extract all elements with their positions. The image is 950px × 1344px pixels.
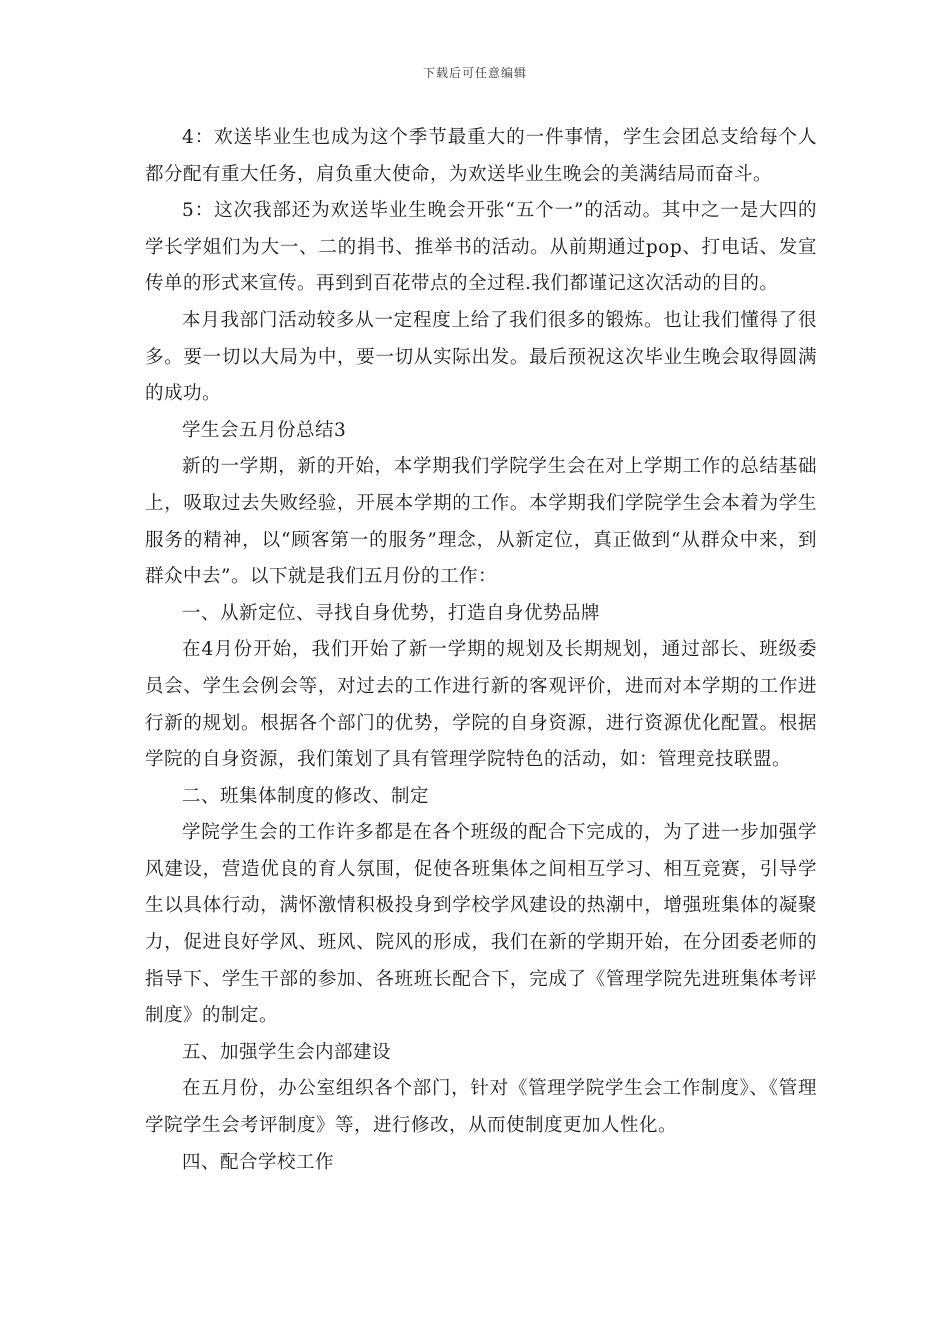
heading-school-cooperation: 四、配合学校工作 [182, 1151, 335, 1173]
paragraph-intro: 新的一学期，新的开始，本学期我们学院学生会在对上学期工作的总结基础上，吸取过去失败经验，开展本学期的工作。本学期我们学院学生会本着为学生服务的精神，以“顾客第一的服务”理念，从新定位，真正做到“从群众中来，到群众中去”。以下就是我们五月份的工作： [145, 456, 817, 588]
page-header-note: 下载后可任意编辑 [422, 66, 527, 80]
document-body [145, 120, 817, 1181]
paragraph-internal-building: 在五月份，办公室组织各个部门，针对《管理学院学生会工作制度》、《管理学院学生会考评制度》等，进行修改，从而使制度更加人性化。 [145, 1078, 817, 1137]
heading-class-system: 二、班集体制度的修改、制定 [182, 785, 430, 807]
paragraph-planning: 在4月份开始，我们开始了新一学期的规划及长期规划，通过部长、班级委员会、学生会例会等，对过去的工作进行新的客观评价，进而对本学期的工作进行新的规划。根据各个部门的优势，学院的自身资源，进行资源优化配置。根据学院的自身资源，我们策划了具有管理学院特色的活动，如：管理竞技联盟。 [145, 639, 817, 771]
heading-internal-building: 五、加强学生会内部建设 [182, 1041, 392, 1063]
heading-repositioning: 一、从新定位、寻找自身优势，打造自身优势品牌 [182, 602, 601, 624]
paragraph-item-5: 5：这次我部还为欢送毕业生晚会开张“五个一”的活动。其中之一是大四的学长学姐们为大一、二的捐书、推举书的活动。从前期通过pop、打电话、发宣传单的形式来宣传。再到到百花带点的全过程.我们都谨记这次活动的目的。 [145, 200, 817, 295]
section-title-summary-3: 学生会五月份总结3 [182, 419, 347, 441]
paragraph-monthly-reflection: 本月我部门活动较多从一定程度上给了我们很多的锻炼。也让我们懂得了很多。要一切以大局为中，要一切从实际出发。最后预祝这次毕业生晚会取得圆满的成功。 [145, 309, 817, 405]
paragraph-class-system: 学院学生会的工作许多都是在各个班级的配合下完成的，为了进一步加强学风建设，营造优良的育人氛围，促使各班集体之间相互学习、相互竞赛，引导学生以具体行动，满怀激情积极投身到学校学风建设的热潮中，增强班集体的凝聚力，促进良好学风、班风、院风的形成，我们在新的学期开始，在分团委老师的指导下、学生干部的参加、各班班长配合下，完成了《管理学院先进班集体考评制度》的制定。 [145, 822, 817, 1027]
paragraph-item-4: 4：欢送毕业生也成为这个季节最重大的一件事情，学生会团总支给每个人都分配有重大任务，肩负重大使命，为欢送毕业生晚会的美满结局而奋斗。 [145, 127, 817, 185]
